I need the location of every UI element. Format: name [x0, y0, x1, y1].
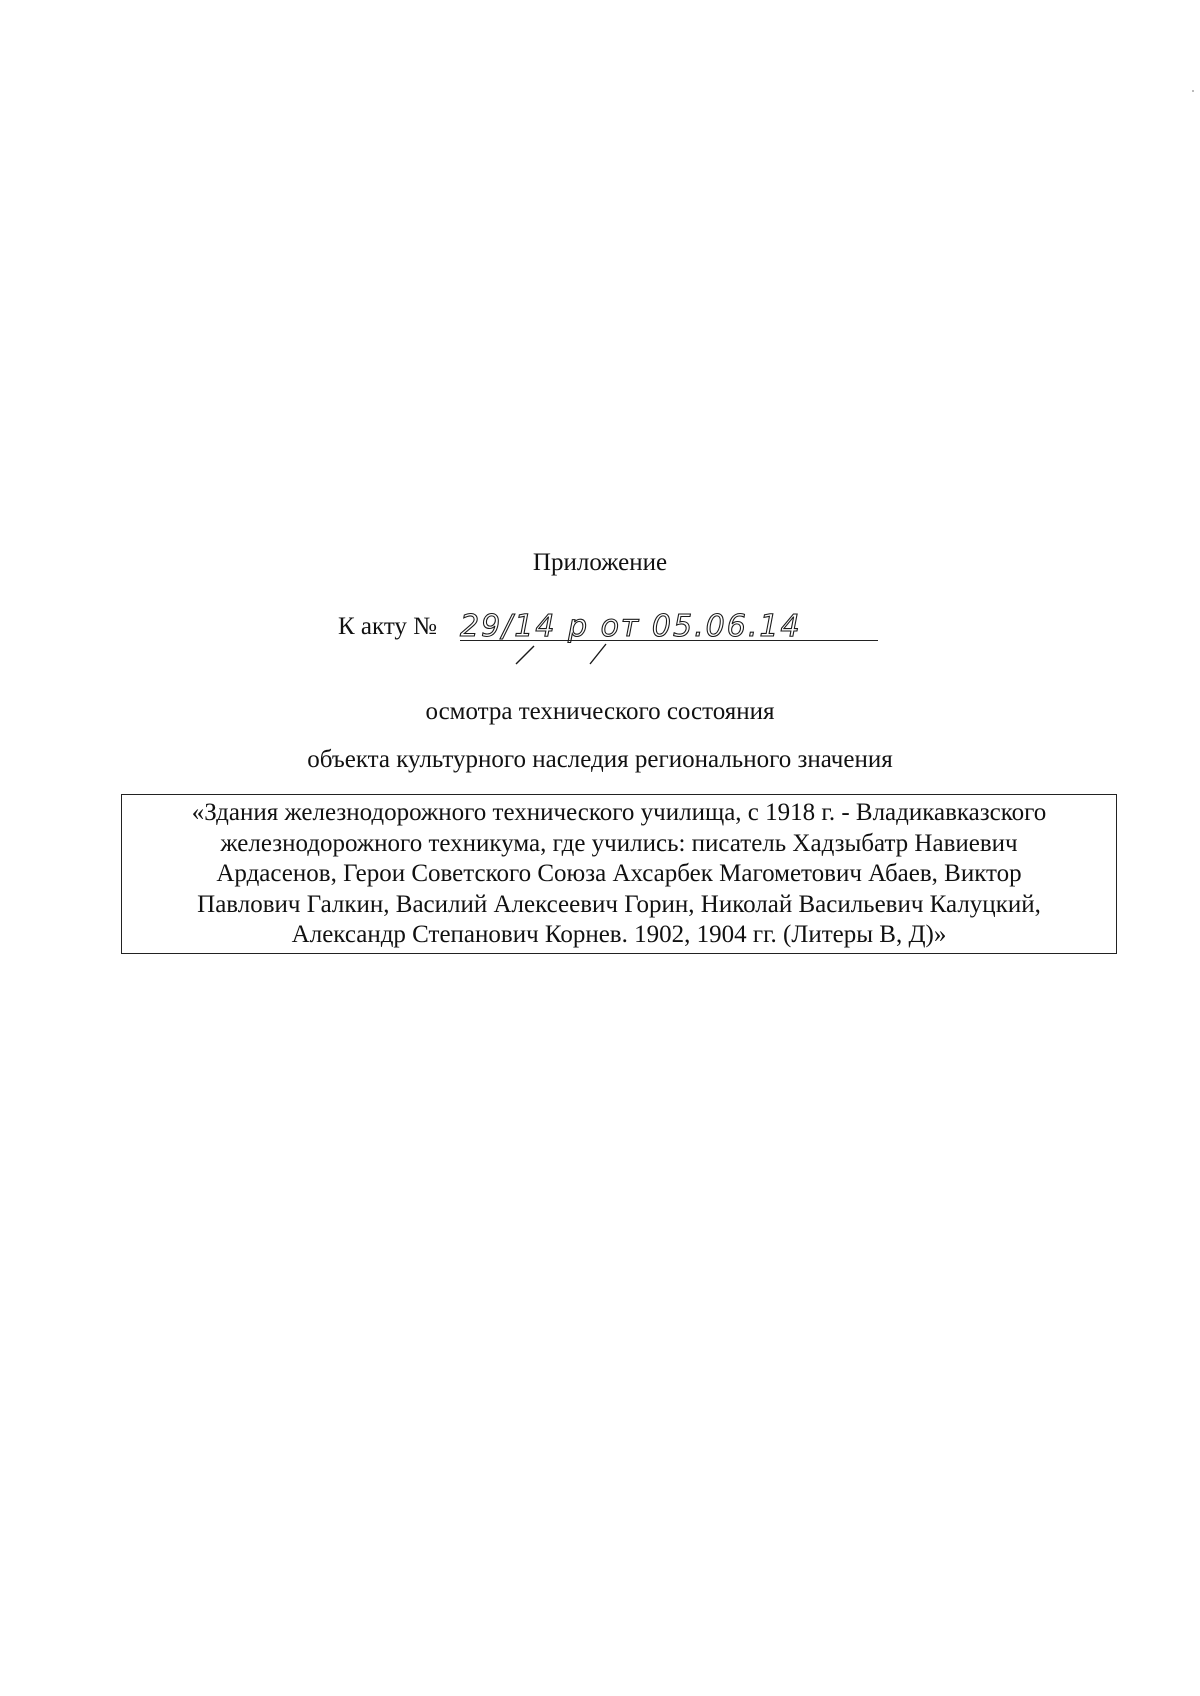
handwritten-act-number-text: 29/14 р от 05.06.14 — [460, 609, 802, 644]
heritage-object-heading: объекта культурного наследия регионального значения — [307, 746, 893, 773]
object-title-line: железнодорожного техникума, где учились: писатель Хадзыбатр Навиевич — [220, 829, 1018, 857]
act-number-label: К акту № — [338, 613, 438, 640]
appendix-heading: Приложение — [532, 549, 668, 576]
object-title-line: «Здания железнодорожного технического училища, с 1918 г. - Владикавказского — [191, 799, 1047, 826]
inspection-heading: осмотра технического состояния — [425, 698, 775, 725]
object-title-line: Александр Степанович Корнев. 1902, 1904 гг. (Литеры В, Д)» — [291, 921, 947, 948]
act-number-line — [338, 608, 938, 668]
object-title-box — [121, 794, 1117, 954]
handwritten-act-number — [456, 602, 886, 666]
object-title-line: Ардасенов, Герои Советского Союза Ахсарбек Магометович Абаев, Виктор — [216, 860, 1022, 887]
object-title-line: Павлович Галкин, Василий Алексеевич Горин, Николай Васильевич Калуцкий, — [197, 890, 1041, 918]
scan-speck — [1192, 90, 1194, 92]
